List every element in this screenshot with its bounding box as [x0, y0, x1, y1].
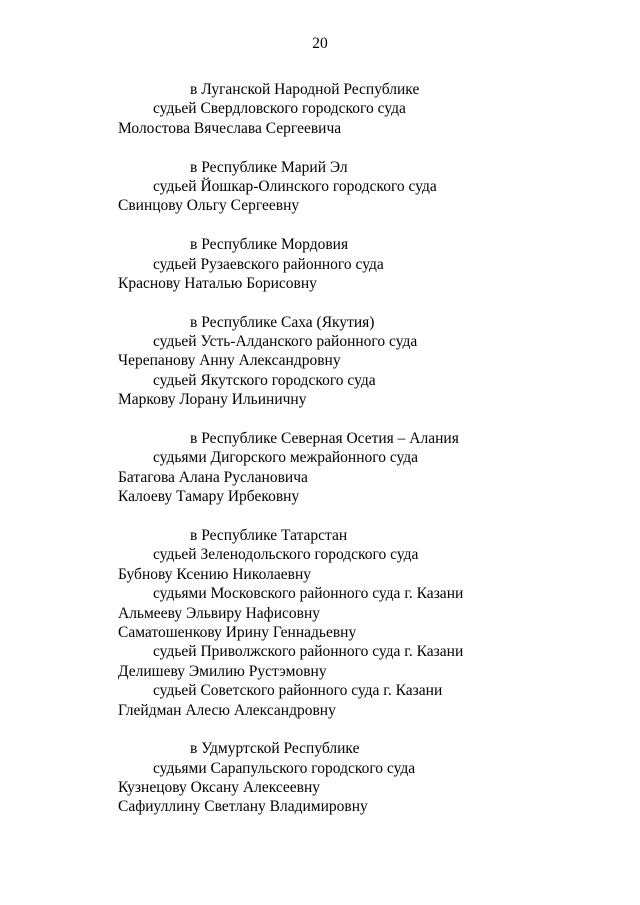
region-heading: в Луганской Народной Республике [190, 81, 420, 98]
person-name: Маркову Лорану Ильиничну [118, 391, 307, 409]
block-spacer [118, 216, 618, 235]
person-name: Глейдман Алесю Александровну [118, 701, 336, 719]
region-heading: в Республике Северная Осетия – Алания [190, 430, 459, 448]
person-name: Делишеву Эмилию Рустэмовну [118, 662, 327, 680]
person-name: Сафиуллину Светлану Владимировну [118, 798, 368, 816]
court-line: судьями Московского районного суда г. Казани [153, 585, 464, 603]
region-heading: в Республике Марий Эл [190, 158, 348, 176]
person-name: Краснову Наталью Борисовну [118, 274, 317, 292]
person-name: Альмееву Эльвиру Нафисовну [118, 604, 320, 622]
person-name: Кузнецову Оксану Алексеевну [118, 779, 321, 797]
court-line: судьей Советского районного суда г. Казани [153, 682, 443, 700]
court-line: судьей Рузаевского районного суда [153, 255, 384, 273]
block-spacer [118, 293, 618, 312]
block-spacer [118, 138, 618, 157]
court-line: судьей Якутского городского суда [153, 371, 376, 389]
court-line: судьей Зеленодольского городского суда [153, 546, 419, 564]
page-number: 20 [312, 35, 328, 52]
region-heading: в Республике Мордовия [190, 236, 349, 254]
person-name: Свинцову Ольгу Сергеевну [118, 197, 300, 215]
court-line: судьей Йошкар-Олинского городского суда [153, 177, 437, 195]
person-name: Саматошенкову Ирину Геннадьевну [118, 623, 357, 641]
block-spacer [118, 720, 618, 739]
court-line: судьей Свердловского городского суда [153, 100, 406, 118]
region-heading: в Республике Татарстан [190, 526, 348, 544]
region-heading: в Республике Саха (Якутия) [190, 313, 375, 331]
block-spacer [118, 507, 618, 526]
court-line: судьями Дигорского межрайонного суда [153, 449, 419, 467]
person-name: Черепанову Анну Александровну [118, 352, 341, 370]
person-name: Батагова Алана Руслановича [118, 468, 308, 486]
person-name: Молостова Вячеслава Сергеевича [118, 119, 342, 137]
person-name: Бубнову Ксению Николаевну [118, 565, 311, 583]
appointment-list [118, 80, 618, 817]
person-name: Калоеву Тамару Ирбековну [118, 488, 300, 506]
court-line: судьей Усть-Алданского районного суда [153, 333, 418, 351]
court-line: судьями Сарапульского городского суда [153, 759, 416, 777]
block-spacer [118, 410, 618, 429]
region-heading: в Удмуртской Республике [190, 740, 360, 758]
court-line: судьей Приволжского районного суда г. Казани [153, 643, 464, 661]
